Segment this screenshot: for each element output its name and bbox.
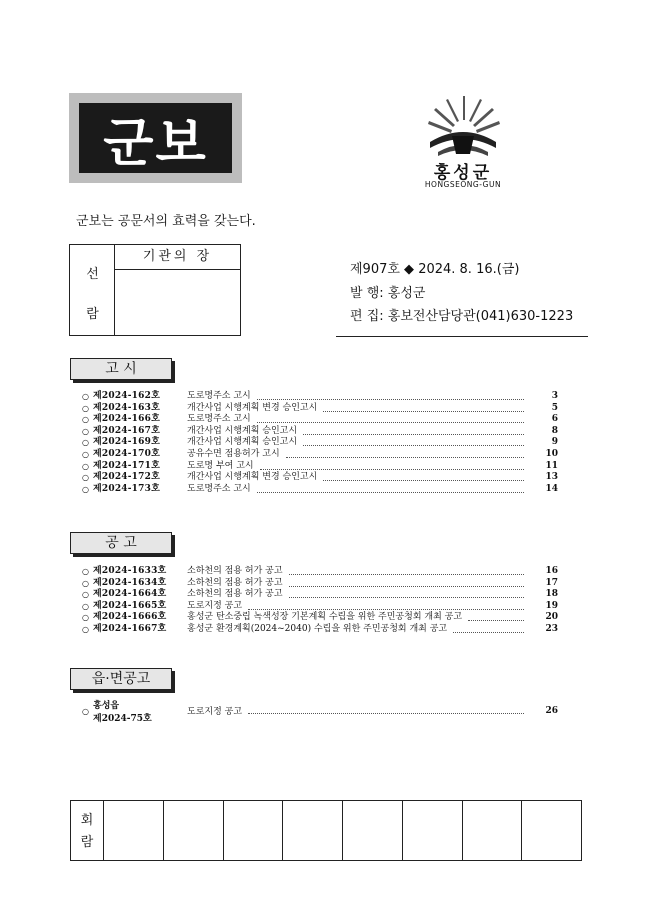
toc-page: 20 (545, 612, 558, 623)
toc-page: 3 (551, 391, 558, 401)
bullet: ○ (82, 461, 89, 471)
toc-title: 도로지정 공고 (187, 707, 243, 717)
toc-leader (289, 591, 524, 598)
masthead (69, 93, 242, 183)
publisher-line: 발 행: 홍성군 (350, 286, 426, 301)
toc-row[interactable] (82, 437, 558, 448)
toc-number: 제2024-1664호 (93, 589, 167, 600)
toc-title: 도로지정 공고 (187, 600, 243, 611)
toc-title: 개간사업 시행계획 변경 승인고시 (187, 402, 318, 413)
toc-row[interactable] (82, 601, 558, 612)
signature-cell (343, 801, 403, 860)
signature-cell (463, 801, 523, 860)
bullet: ○ (82, 450, 89, 459)
toc-title: 도로명 부여 고시 (187, 460, 254, 471)
toc-page: 11 (545, 460, 558, 471)
section-label-notice: 고 시 (70, 358, 172, 380)
toc-page: 16 (545, 566, 558, 576)
bullet: ○ (82, 625, 89, 634)
toc-number: 제2024-1667호 (93, 624, 167, 634)
review-box-label-top: 선 (86, 267, 99, 282)
toc-leader (248, 707, 524, 714)
section-label-town: 읍·면공고 (70, 668, 172, 690)
toc-row[interactable] (82, 578, 558, 589)
toc-leader (260, 463, 524, 470)
toc-leader (257, 486, 524, 493)
toc-title: 소하천의 점용 허가 공고 (187, 566, 283, 576)
toc-leader (257, 416, 524, 423)
circulation-label-top: 회 (80, 813, 94, 828)
toc-page: 10 (545, 449, 558, 459)
toc-row[interactable] (82, 391, 558, 402)
signature-cell (164, 801, 224, 860)
bullet: ○ (82, 426, 89, 436)
toc-row[interactable] (82, 449, 558, 460)
toc-leader (453, 626, 524, 633)
review-box (69, 244, 241, 336)
toc-page: 17 (545, 577, 558, 588)
toc-title: 홍성군 환경계획(2024~2040) 수립을 위한 주민공청회 개최 공고 (187, 624, 448, 634)
org-name: 홍성군 (433, 163, 493, 183)
toc-number: 제2024-173호 (93, 483, 160, 494)
bullet: ○ (82, 438, 89, 448)
toc-leader (289, 580, 524, 587)
bullet: ○ (82, 707, 89, 716)
toc-number: 제2024-162호 (93, 391, 160, 401)
review-box-label-bottom: 람 (86, 307, 99, 322)
issue-line: 제907호 ◆ 2024. 8. 16.(금) (350, 262, 520, 277)
toc-number: 제2024-75호 (93, 714, 152, 724)
toc-row[interactable] (82, 403, 558, 414)
toc-number: 제2024-172호 (93, 472, 160, 483)
bullet: ○ (82, 484, 89, 494)
toc-leader (289, 568, 524, 575)
editor-line: 편 집: 홍보전산담당관(041)630-1223 (350, 309, 574, 324)
toc-page: 19 (545, 600, 558, 611)
toc-number: 제2024-169호 (93, 437, 160, 448)
section-label-announcement: 공 고 (70, 532, 172, 554)
toc-title: 개간사업 시행계획 승인고시 (187, 437, 298, 448)
toc-title: 개간사업 시행계획 승인고시 (187, 425, 298, 436)
toc-number: 제2024-1633호 (93, 566, 167, 576)
toc-title: 개간사업 시행계획 변경 승인고시 (187, 472, 318, 483)
toc-office: 홍성읍 (93, 701, 120, 711)
circulation-grid (70, 800, 582, 861)
toc-number: 제2024-1666호 (93, 612, 167, 623)
org-name-english: HONGSEONG-GUN (424, 180, 502, 189)
toc-leader (323, 405, 524, 412)
toc-title: 도로명주소 고시 (187, 391, 251, 401)
bullet: ○ (82, 590, 89, 600)
toc-row[interactable] (82, 566, 558, 577)
toc-row[interactable] (82, 612, 558, 623)
toc-row[interactable] (82, 624, 558, 635)
toc-title: 도로명주소 고시 (187, 483, 251, 494)
toc-number: 제2024-167호 (93, 425, 160, 436)
toc-page: 14 (545, 483, 558, 494)
toc-leader (303, 428, 524, 435)
toc-page: 9 (551, 437, 558, 448)
toc-page: 8 (551, 425, 558, 436)
toc-page: 6 (551, 414, 558, 425)
bullet: ○ (82, 567, 89, 576)
toc-row[interactable] (82, 589, 558, 600)
header-divider (336, 336, 588, 337)
toc-leader (257, 393, 524, 400)
toc-title: 공유수면 점용허가 고시 (187, 449, 280, 459)
toc-title: 소하천의 점용 허가 공고 (187, 577, 283, 588)
circulation-label (71, 801, 104, 860)
toc-row[interactable] (82, 414, 558, 425)
bullet: ○ (82, 613, 89, 623)
toc-number: 제2024-170호 (93, 449, 160, 459)
signature-cell (104, 801, 164, 860)
toc-row[interactable] (82, 698, 558, 724)
masthead-title: 군보 (79, 103, 232, 173)
bullet: ○ (82, 415, 89, 425)
toc-page: 13 (545, 472, 558, 483)
toc-leader (303, 439, 524, 446)
toc-title: 홍성군 탄소중립 녹색성장 기본계획 수립을 위한 주민공청회 개최 공고 (187, 612, 463, 623)
toc-number: 제2024-163호 (93, 402, 160, 413)
legal-statement: 군보는 공문서의 효력을 갖는다. (76, 214, 256, 229)
toc-number: 제2024-166호 (93, 414, 160, 425)
signature-cell (522, 801, 581, 860)
toc-title: 도로명주소 고시 (187, 414, 251, 425)
bullet: ○ (82, 601, 89, 611)
bullet: ○ (82, 403, 89, 413)
signature-cell (224, 801, 284, 860)
toc-leader (248, 603, 524, 610)
toc-page: 23 (545, 624, 558, 634)
signature-cell (403, 801, 463, 860)
toc-row[interactable] (82, 461, 558, 472)
bullet: ○ (82, 392, 89, 401)
circulation-label-bottom: 람 (80, 835, 94, 850)
toc-row[interactable] (82, 484, 558, 495)
toc-row[interactable] (82, 426, 558, 437)
toc-leader (468, 614, 524, 621)
toc-leader (323, 474, 524, 481)
toc-page: 26 (545, 705, 558, 716)
toc-row[interactable] (82, 472, 558, 483)
bullet: ○ (82, 578, 89, 588)
toc-page: 18 (545, 589, 558, 600)
signature-cell (283, 801, 343, 860)
toc-page: 5 (551, 402, 558, 413)
toc-number: 제2024-1665호 (93, 600, 167, 611)
review-box-header: 기관의 장 (115, 245, 240, 270)
bullet: ○ (82, 473, 89, 483)
toc-leader (286, 451, 524, 458)
toc-number: 제2024-1634호 (93, 577, 167, 588)
toc-number: 제2024-171호 (93, 460, 160, 471)
toc-title: 소하천의 점용 허가 공고 (187, 589, 283, 600)
